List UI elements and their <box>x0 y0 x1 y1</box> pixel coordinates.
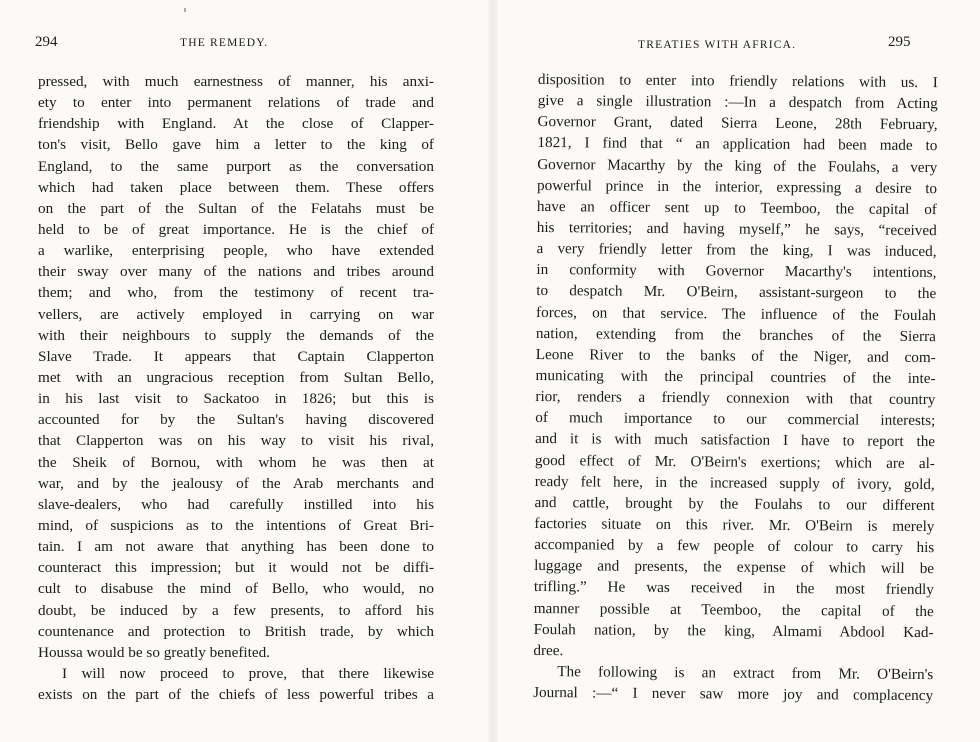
text-line: on the part of the Sultan of the Felatahs must be <box>38 199 434 217</box>
right-body-text <box>533 69 938 706</box>
text-line: tain. I am not aware that anything has been done to <box>38 538 434 556</box>
text-line: in conformity with Governor Macarthy's intentions, <box>536 261 937 282</box>
text-line: that Clapperton was on his way to visit his rival, <box>38 432 434 450</box>
text-line: trifling.” He was received in the most friendly <box>533 578 934 599</box>
right-running-title: TREATIES WITH AFRICA. <box>638 39 797 51</box>
text-line: give a single illustration :—In a despatch from Acting <box>537 92 938 113</box>
text-line: a warlike, enterprising people, who have extended <box>38 242 434 260</box>
text-line: Governor Grant, dated Sierra Leone, 28th February, <box>537 113 938 134</box>
text-line: England, to the same purport as the conversation <box>38 157 434 175</box>
text-line: the Sheik of Bornou, with whom he was then at <box>38 453 434 471</box>
text-line: accounted for by the Sultan's having discovered <box>38 411 434 429</box>
text-line: I will now proceed to prove, that there likewise <box>62 664 434 682</box>
text-line: to despatch Mr. O'Beirn, assistant-surgeon to the <box>536 282 937 303</box>
right-page-number: 295 <box>888 34 911 50</box>
text-line: disposition to enter into friendly relations with us. I <box>537 70 938 92</box>
text-line: vellers, are actively employed in carrying on war <box>38 305 434 323</box>
text-line: and it is with much satisfaction I have to report the <box>535 430 936 451</box>
text-line: which had taken place between them. These offers <box>38 178 434 196</box>
text-line: counteract this impression; but it would not be diffi- <box>38 559 434 577</box>
text-line: rior, renders a friendly connexion with that country <box>535 388 936 409</box>
text-line: ready felt here, in the increased supply of ivory, gold, <box>534 472 935 493</box>
text-line: factories situate on this river. Mr. O'Beirn is merely <box>534 514 935 536</box>
text-line: slave-dealers, who had carefully instilled into his <box>38 495 434 513</box>
text-line: doubt, be induced by a few presents, to afford his <box>38 601 434 619</box>
text-line: Governor Macarthy by the king of the Foulahs, a very <box>537 155 938 176</box>
text-line: held to be of great importance. He is the chief of <box>38 220 434 238</box>
text-line: pressed, with much earnestness of manner, his anxi- <box>38 73 434 90</box>
text-line: forces, on that service. The influence of the Foulah <box>536 303 937 324</box>
text-line: accompanied by a few people of colour to carry his <box>534 536 935 557</box>
text-line: powerful prince in the interior, expressing a desire to <box>537 176 938 197</box>
right-page <box>498 0 980 742</box>
left-page-number: 294 <box>35 34 58 50</box>
text-line: luggage and presents, the expense of which will be <box>534 557 935 578</box>
text-line: countenance and protection to British trade, by which <box>38 622 434 640</box>
left-page <box>0 0 488 742</box>
text-line: Houssa would be so greatly benefited. <box>38 643 270 661</box>
text-line: dree. <box>533 641 564 660</box>
text-line: them; and who, from the testimony of recent tra- <box>38 284 434 302</box>
text-line: ton's visit, Bello gave him a letter to the king of <box>38 136 434 154</box>
left-body-text <box>38 71 434 705</box>
text-line: mind, of suspicions as to the intentions of Great Bri- <box>38 516 434 534</box>
text-line: Slave Trade. It appears that Captain Clapperton <box>38 347 434 365</box>
text-line: manner possible at Teemboo, the capital of the <box>533 599 934 620</box>
text-line: The following is an extract from Mr. O'Beirn's <box>557 663 934 684</box>
text-line: of much importance to our commercial interests; <box>535 409 936 430</box>
text-line: in his last visit to Sackatoo in 1826; but this is <box>38 390 434 408</box>
text-line: good effect of Mr. O'Beirn's exertions; which are al- <box>534 451 935 472</box>
left-running-title: THE REMEDY. <box>180 37 269 49</box>
text-line: a very friendly letter from the king, I was induced, <box>536 240 937 261</box>
text-line: ety to enter into permanent relations of trade and <box>38 94 434 112</box>
text-line: war, and by the jealousy of the Arab merchants and <box>38 474 434 492</box>
text-line: have an officer sent up to Teemboo, the capital of <box>536 197 937 218</box>
text-line: and cattle, brought by the Foulahs to our different <box>534 493 935 514</box>
text-line: nation, extending from the branches of the Sierra <box>535 324 936 345</box>
text-line: cult to disabuse the mind of Bello, who would, no <box>38 580 434 598</box>
text-line: Journal :—“ I never saw more joy and complacency <box>533 684 934 705</box>
text-line: Foulah nation, by the king, Almami Abdool Kad- <box>533 620 934 641</box>
text-line: 1821, I find that “ an application had been made to <box>537 134 938 155</box>
text-line: exists on the part of the chiefs of less powerful tribes a <box>38 686 434 704</box>
text-line: Leone River to the banks of the Niger, and com- <box>535 345 936 366</box>
text-line: municating with the principal countries of the inte- <box>535 366 936 388</box>
text-line: his territories; and having myself,” he says, “received <box>536 218 937 240</box>
text-line: with their neighbours to supply the demands of the <box>38 326 434 344</box>
text-line: friendship with England. At the close of Clapper- <box>38 115 434 133</box>
text-line: met with an ungracious reception from Sultan Bello, <box>38 368 434 386</box>
book-gutter <box>488 0 498 742</box>
text-line: their sway over many of the nations and tribes around <box>38 263 434 281</box>
